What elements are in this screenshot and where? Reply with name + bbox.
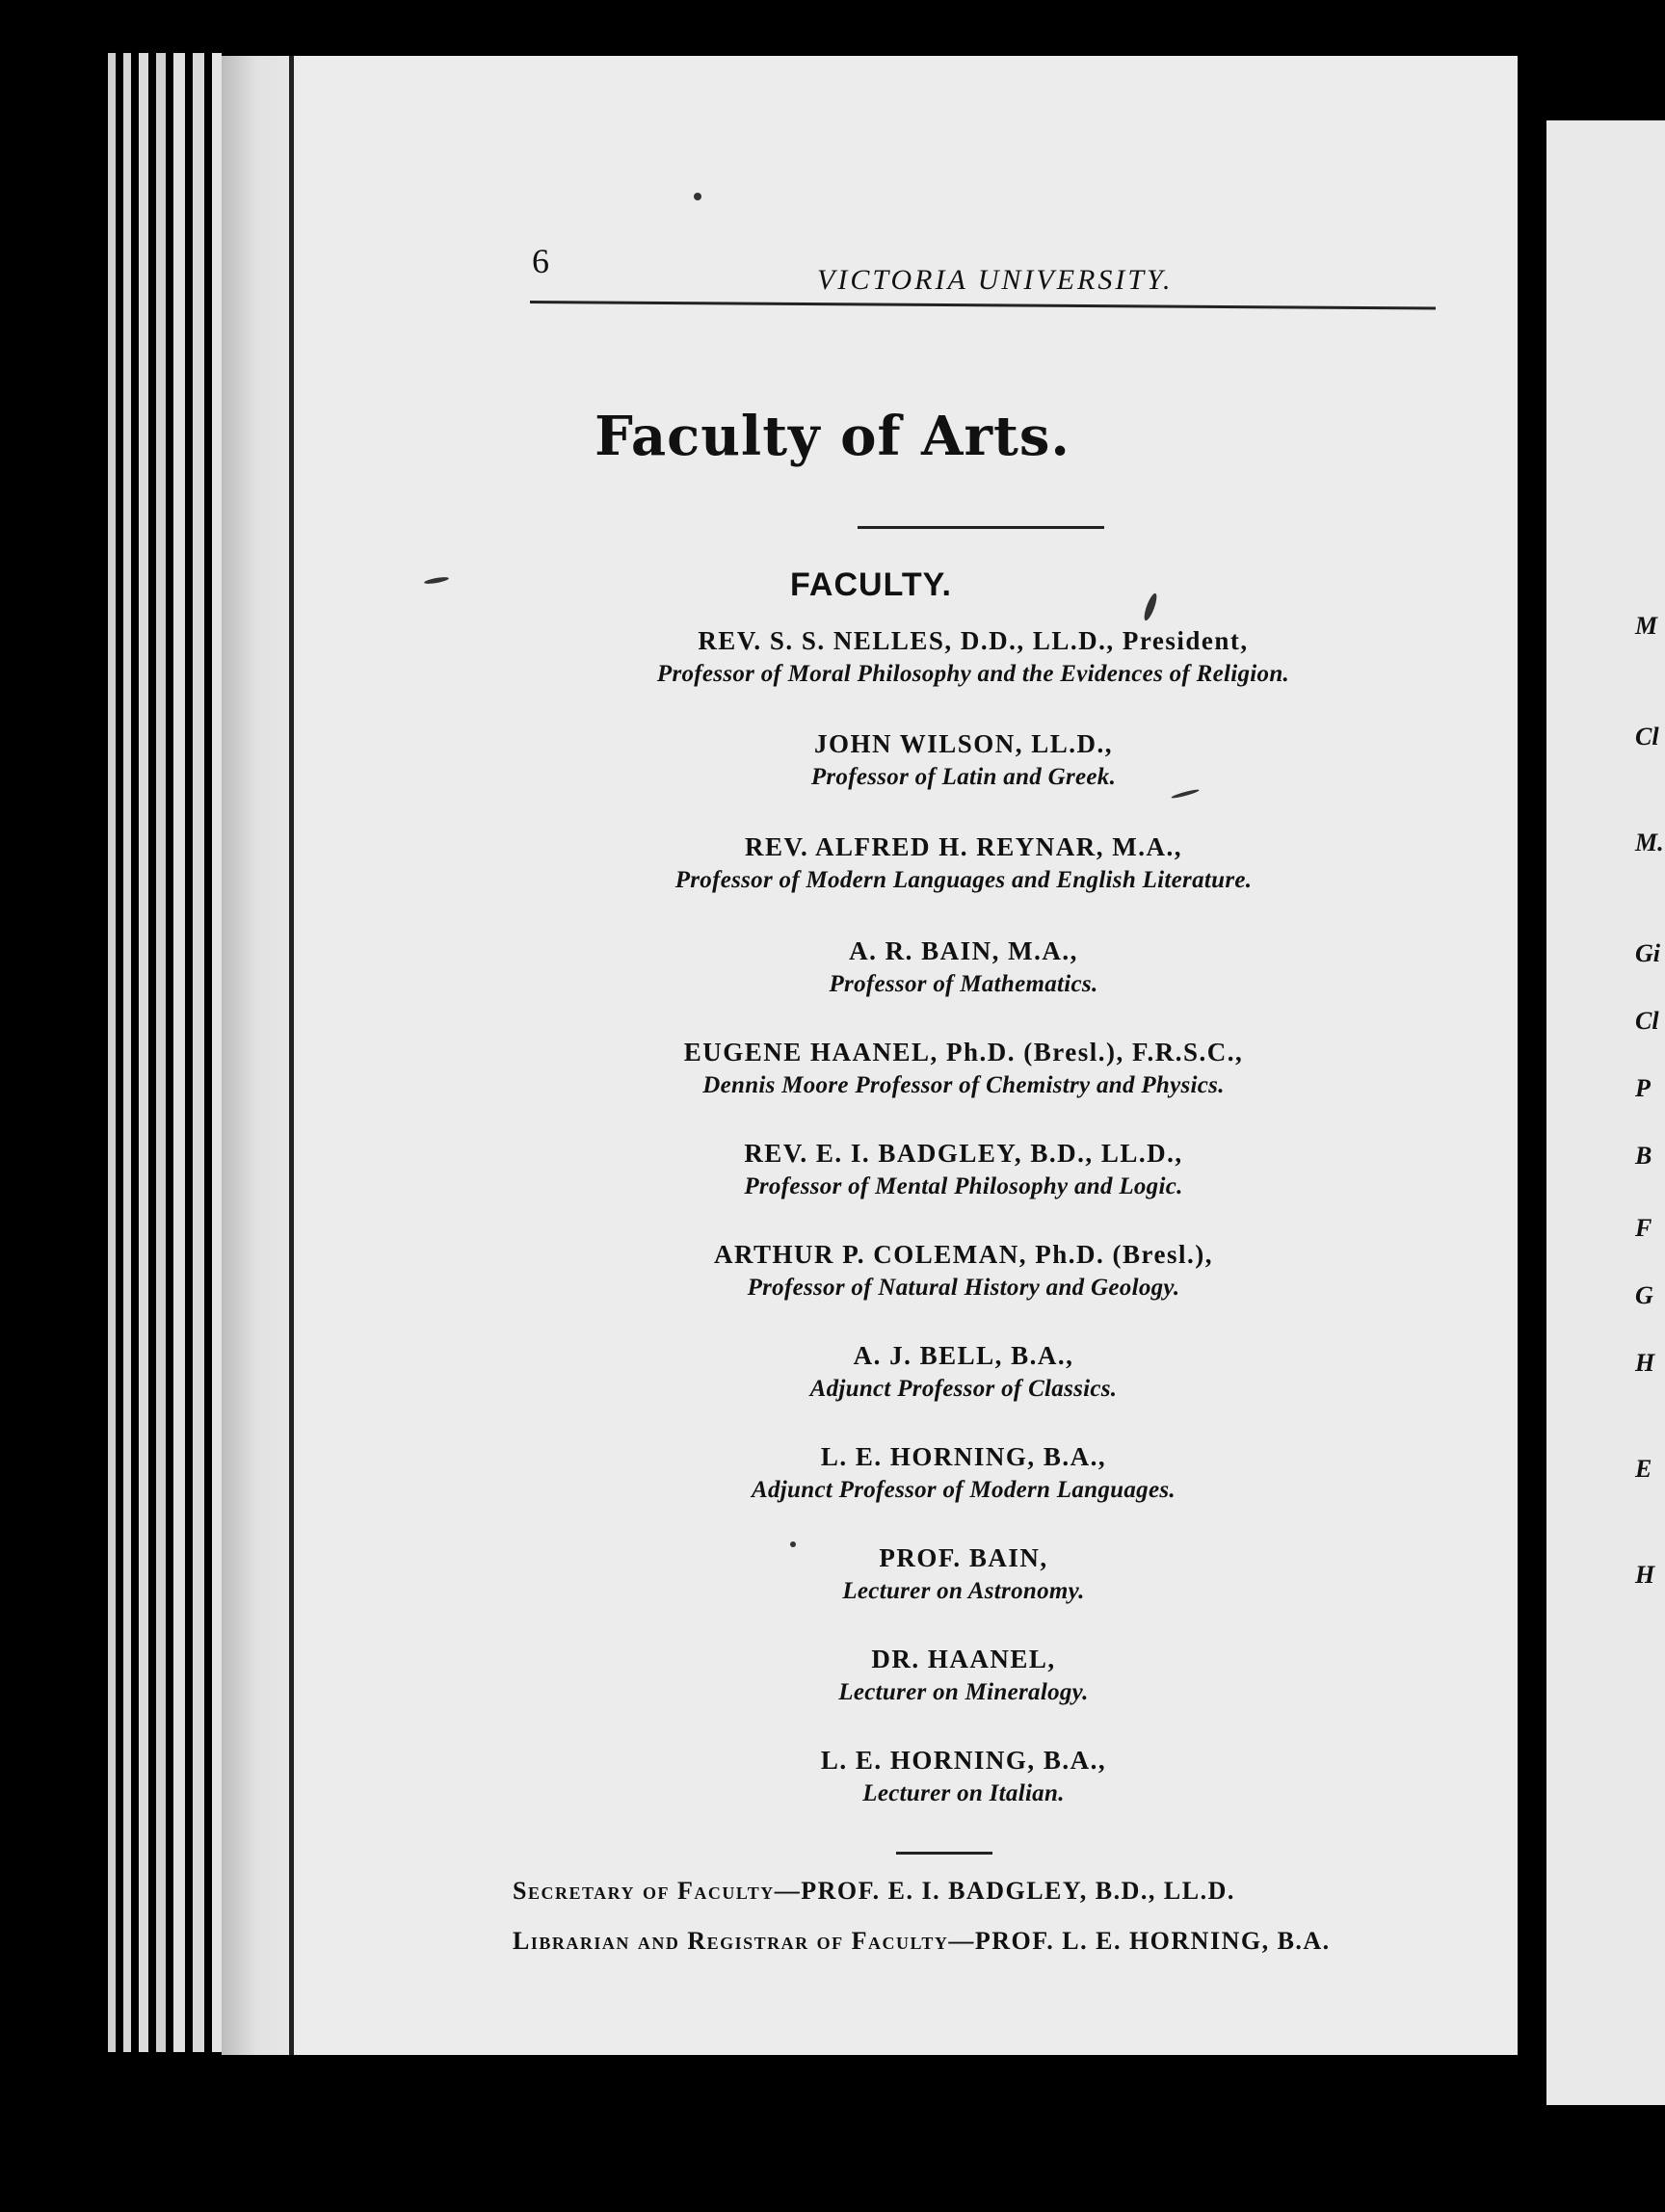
member-role: Professor of Mental Philosophy and Logic. (744, 1173, 1183, 1199)
faculty-secretary: Secretary of Faculty—PROF. E. I. BADGLEY, B.D., LL.D. (513, 1877, 1235, 1905)
section-title: Faculty of Arts. (595, 405, 1070, 468)
facing-page-letter: M. (1635, 829, 1664, 856)
member-name: REV. S. S. NELLES, D.D., LL.D., President, (698, 626, 1249, 655)
member-name: DR. HAANEL, (871, 1645, 1056, 1673)
page-edge (139, 53, 148, 2052)
page-number: 6 (532, 242, 549, 280)
member-name: A. R. BAIN, M.A., (849, 936, 1078, 965)
faculty-member (540, 1137, 1388, 1204)
facing-page-letter: P (1635, 1074, 1651, 1102)
running-title: VICTORIA UNIVERSITY. (817, 264, 1174, 296)
facing-page-letter: G (1635, 1281, 1653, 1309)
facing-page-letter: H (1635, 1349, 1655, 1377)
faculty-member (540, 1541, 1388, 1609)
title-rule (858, 526, 1104, 529)
member-role: Adjunct Professor of Classics. (809, 1376, 1118, 1402)
member-name: REV. ALFRED H. REYNAR, M.A., (744, 832, 1183, 861)
member-role: Adjunct Professor of Modern Languages. (752, 1477, 1176, 1503)
scan-speck (694, 193, 701, 200)
faculty-heading: FACULTY. (790, 566, 952, 603)
member-name: JOHN WILSON, LL.D., (813, 729, 1114, 758)
facing-page-letter: B (1635, 1142, 1652, 1170)
facing-page-letter: Cl (1635, 1007, 1659, 1035)
faculty-member (540, 727, 1388, 795)
member-name: PROF. BAIN, (879, 1543, 1048, 1572)
member-name: ARTHUR P. COLEMAN, Ph.D. (Bresl.), (713, 1240, 1214, 1269)
facing-page-letter: E (1635, 1455, 1652, 1483)
faculty-member (540, 830, 1388, 898)
member-role: Professor of Modern Languages and English Literature. (674, 867, 1253, 893)
closing-rule (896, 1852, 992, 1855)
facing-page-letter: F (1635, 1214, 1652, 1242)
member-name: EUGENE HAANEL, Ph.D. (Bresl.), F.R.S.C., (683, 1038, 1244, 1066)
member-role: Professor of Mathematics. (829, 971, 1098, 997)
member-name: L. E. HORNING, B.A., (820, 1746, 1107, 1775)
faculty-member (540, 1238, 1388, 1305)
page-edge (123, 53, 131, 2052)
faculty-member (540, 1036, 1388, 1103)
facing-page-letter: H (1635, 1561, 1655, 1589)
faculty-member (540, 1440, 1388, 1508)
page-edge (212, 53, 222, 2052)
page-edge (193, 53, 204, 2052)
faculty-member (540, 1339, 1388, 1407)
page-edge (173, 53, 185, 2052)
member-name: A. J. BELL, B.A., (853, 1341, 1074, 1370)
member-role: Professor of Moral Philosophy and the Evidences of Religion. (656, 661, 1290, 687)
member-role: Professor of Latin and Greek. (810, 764, 1117, 790)
facing-page-letter: M (1635, 612, 1658, 640)
page-edge (108, 53, 116, 2052)
member-role: Professor of Natural History and Geology. (747, 1275, 1180, 1301)
member-name: L. E. HORNING, B.A., (820, 1442, 1107, 1471)
faculty-librarian-registrar: Librarian and Registrar of Faculty—PROF. L. E. HORNING, B.A. (513, 1927, 1331, 1955)
member-role: Lecturer on Italian. (862, 1780, 1065, 1806)
faculty-member (549, 624, 1397, 692)
page-edge (156, 53, 166, 2052)
faculty-member (540, 935, 1388, 1002)
member-role: Dennis Moore Professor of Chemistry and Physics. (702, 1072, 1225, 1098)
member-role: Lecturer on Mineralogy. (838, 1679, 1089, 1705)
member-name: REV. E. I. BADGLEY, B.D., LL.D., (744, 1139, 1183, 1168)
member-role: Lecturer on Astronomy. (842, 1578, 1085, 1604)
facing-page-letter: Cl (1635, 723, 1659, 750)
faculty-member (540, 1744, 1388, 1811)
faculty-member (540, 1643, 1388, 1710)
facing-page-letter: Gi (1635, 939, 1660, 967)
